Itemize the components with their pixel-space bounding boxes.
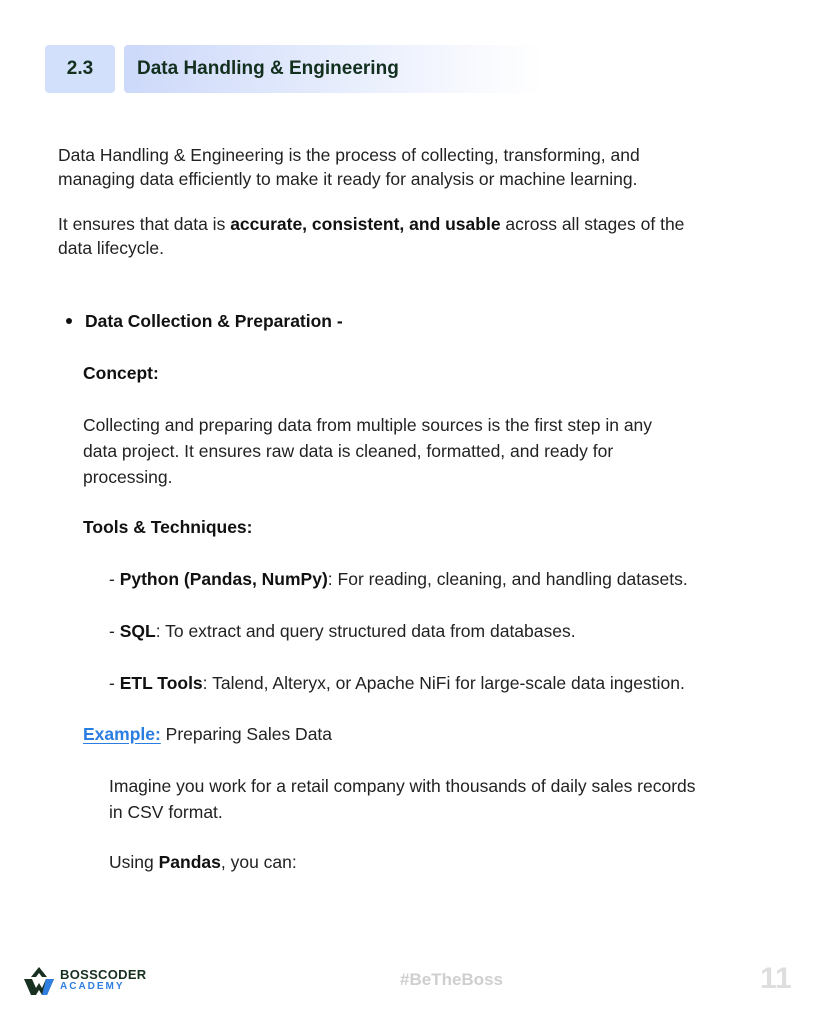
bosscoder-logo <box>23 966 147 996</box>
concept-line: Collecting and preparing data from multiple sources is the first step in any <box>83 415 653 435</box>
hashtag: #BeTheBoss <box>400 970 503 989</box>
text: , you can: <box>220 852 297 872</box>
example-heading <box>83 722 332 746</box>
tool-name: ETL Tools <box>119 673 203 693</box>
tool-desc: : For reading, cleaning, and handling datasets. <box>327 569 688 589</box>
section-number-badge: 2.3 <box>45 45 115 93</box>
dash: - <box>109 673 120 693</box>
logo-icon <box>23 966 55 996</box>
example-line: in CSV format. <box>109 802 223 822</box>
concept-line: processing. <box>83 467 173 487</box>
emphasis: accurate, consistent, and usable <box>230 214 501 234</box>
using-line <box>109 850 297 874</box>
intro-line: managing data efficiently to make it ready for analysis or machine learning. <box>58 169 638 189</box>
tool-name: Python (Pandas, NumPy) <box>119 569 328 589</box>
tool-name: SQL <box>119 621 156 641</box>
intro-line: data lifecycle. <box>58 238 165 258</box>
tools-label: Tools & Techniques: <box>83 517 253 537</box>
concept-label: Concept: <box>83 363 159 383</box>
bullet-title: Data Collection & Preparation - <box>85 311 343 331</box>
bullet-icon <box>66 318 72 324</box>
intro-line: Data Handling & Engineering is the process of collecting, transforming, and <box>58 145 640 165</box>
emphasis: Pandas <box>158 852 221 872</box>
example-paragraph <box>109 773 696 825</box>
logo-bottom-text: ACADEMY <box>60 981 125 992</box>
text: Using <box>109 852 159 872</box>
concept-line: data project. It ensures raw data is cleaned, formatted, and ready for <box>83 441 614 461</box>
logo-top-text: BOSSCODER <box>60 967 147 982</box>
concept-paragraph <box>83 412 652 490</box>
tool-item <box>109 671 685 695</box>
example-title: Preparing Sales Data <box>160 724 333 744</box>
example-line: Imagine you work for a retail company with thousands of daily sales records <box>109 776 696 796</box>
page-number: 11 <box>760 962 792 995</box>
intro-paragraph-2 <box>58 212 684 260</box>
text: It ensures that data is <box>58 214 231 234</box>
intro-line <box>58 212 684 236</box>
example-link[interactable]: Example: <box>83 724 161 744</box>
tool-desc: : Talend, Alteryx, or Apache NiFi for large-scale data ingestion. <box>202 673 685 693</box>
section-title: Data Handling & Engineering <box>124 45 544 93</box>
dash: - <box>109 569 120 589</box>
text: across all stages of the <box>500 214 685 234</box>
tool-item <box>109 619 576 643</box>
tool-desc: : To extract and query structured data from databases. <box>155 621 576 641</box>
tool-item <box>109 567 688 591</box>
intro-paragraph <box>58 143 640 191</box>
dash: - <box>109 621 120 641</box>
